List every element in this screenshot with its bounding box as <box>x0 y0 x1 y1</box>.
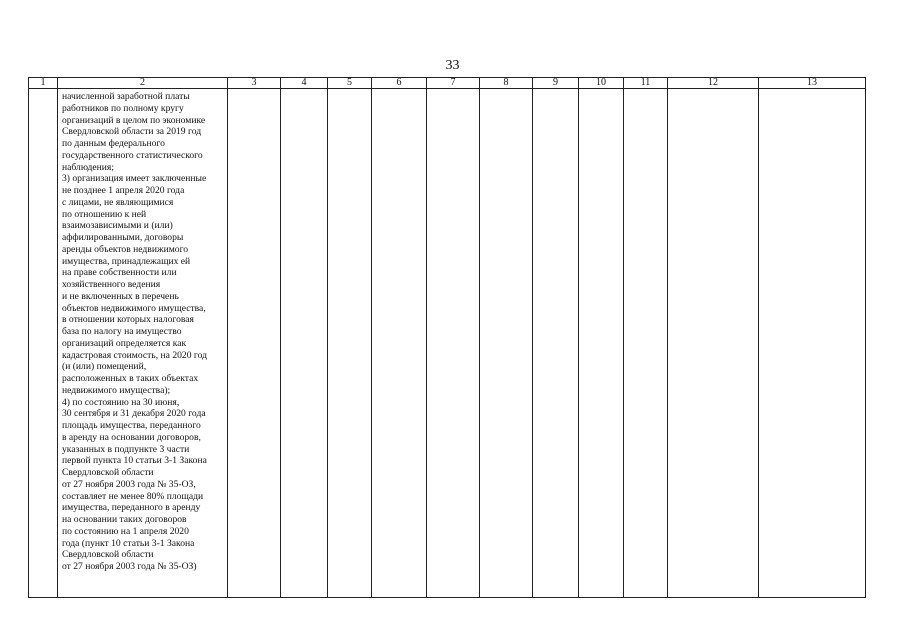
text-line: в отношении которых налоговая <box>62 314 194 326</box>
table-row <box>29 89 866 598</box>
column-header: 7 <box>427 78 480 89</box>
column-header: 4 <box>281 78 328 89</box>
text-line: объектов недвижимого имущества, <box>62 302 206 314</box>
text-line: организаций в целом по экономике <box>62 114 206 126</box>
table-cell <box>228 89 281 598</box>
text-line: по состоянию на 1 апреля 2020 <box>62 525 189 537</box>
description-text <box>58 89 227 573</box>
column-header: 11 <box>624 78 668 89</box>
table-cell <box>624 89 668 598</box>
column-header: 1 <box>29 78 58 89</box>
text-line: организаций определяется как <box>62 337 187 349</box>
text-line: первой пункта 10 статьи 3-1 Закона <box>62 455 207 467</box>
table-cell <box>29 89 58 598</box>
text-line: Свердловской области <box>62 549 154 561</box>
table-cell <box>281 89 328 598</box>
text-line: 4) по состоянию на 30 июня, <box>62 396 180 408</box>
text-line: площадь имущества, переданного <box>62 420 201 431</box>
table-cell <box>480 89 533 598</box>
text-line: база по налогу на имущество <box>62 326 182 337</box>
column-header: 9 <box>533 78 579 89</box>
column-header: 2 <box>58 78 228 89</box>
text-line: на основании таких договоров <box>62 514 187 525</box>
text-line: по отношению к ней <box>62 208 147 220</box>
text-line: не позднее 1 апреля 2020 года <box>62 185 185 196</box>
column-header: 6 <box>372 78 427 89</box>
text-line: государственного статистического <box>62 149 203 161</box>
text-line: по данным федерального <box>62 138 165 149</box>
text-line: и не включенных в перечень <box>62 290 179 302</box>
table-cell <box>759 89 866 598</box>
table-header-row <box>29 78 866 89</box>
text-line: аренды объектов недвижимого <box>62 243 189 255</box>
column-header: 10 <box>579 78 624 89</box>
text-line: недвижимого имущества); <box>62 384 171 396</box>
text-line: (и (или) помещений, <box>62 361 147 373</box>
table-cell-description <box>58 89 228 598</box>
text-line: года (пункт 10 статьи 3-1 Закона <box>62 537 195 549</box>
table-cell <box>668 89 759 598</box>
text-line: составляет не менее 80% площади <box>62 490 204 502</box>
text-line: указанных в подпункте 3 части <box>62 443 190 455</box>
text-line: Свердловской области за 2019 год <box>62 126 202 138</box>
column-header: 5 <box>328 78 372 89</box>
text-line: 3) организация имеет заключенные <box>62 173 207 185</box>
column-header: 8 <box>480 78 533 89</box>
text-line: Свердловской области <box>62 467 154 478</box>
text-line: взаимозависимыми и (или) <box>62 220 173 232</box>
text-line: имущества, переданного в аренду <box>62 502 201 514</box>
page-number: 33 <box>445 58 460 73</box>
text-line: начисленной заработной платы <box>62 91 190 102</box>
column-header: 12 <box>668 78 759 89</box>
column-header: 3 <box>228 78 281 89</box>
text-line: хозяйственного ведения <box>62 279 161 290</box>
data-table <box>28 77 866 598</box>
table-cell <box>328 89 372 598</box>
text-line: 30 сентября и 31 декабря 2020 года <box>62 408 206 420</box>
table-cell <box>427 89 480 598</box>
table-cell <box>579 89 624 598</box>
text-line: в аренду на основании договоров, <box>62 431 201 443</box>
text-line: работников по полному кругу <box>62 102 184 114</box>
table-cell <box>372 89 427 598</box>
text-line: имущества, принадлежащих ей <box>62 255 191 267</box>
text-line: наблюдения; <box>62 161 114 173</box>
column-header: 13 <box>759 78 866 89</box>
text-line: от 27 ноября 2003 года № 35-ОЗ) <box>62 561 197 572</box>
text-line: кадастровая стоимость, на 2020 год <box>62 349 208 361</box>
text-line: от 27 ноября 2003 года № 35-ОЗ, <box>62 478 196 490</box>
text-line: аффилированными, договоры <box>62 232 184 243</box>
text-line: на праве собственности или <box>62 267 177 279</box>
text-line: расположенных в таких объектах <box>62 373 199 384</box>
text-line: с лицами, не являющимися <box>62 196 174 208</box>
table-cell <box>533 89 579 598</box>
